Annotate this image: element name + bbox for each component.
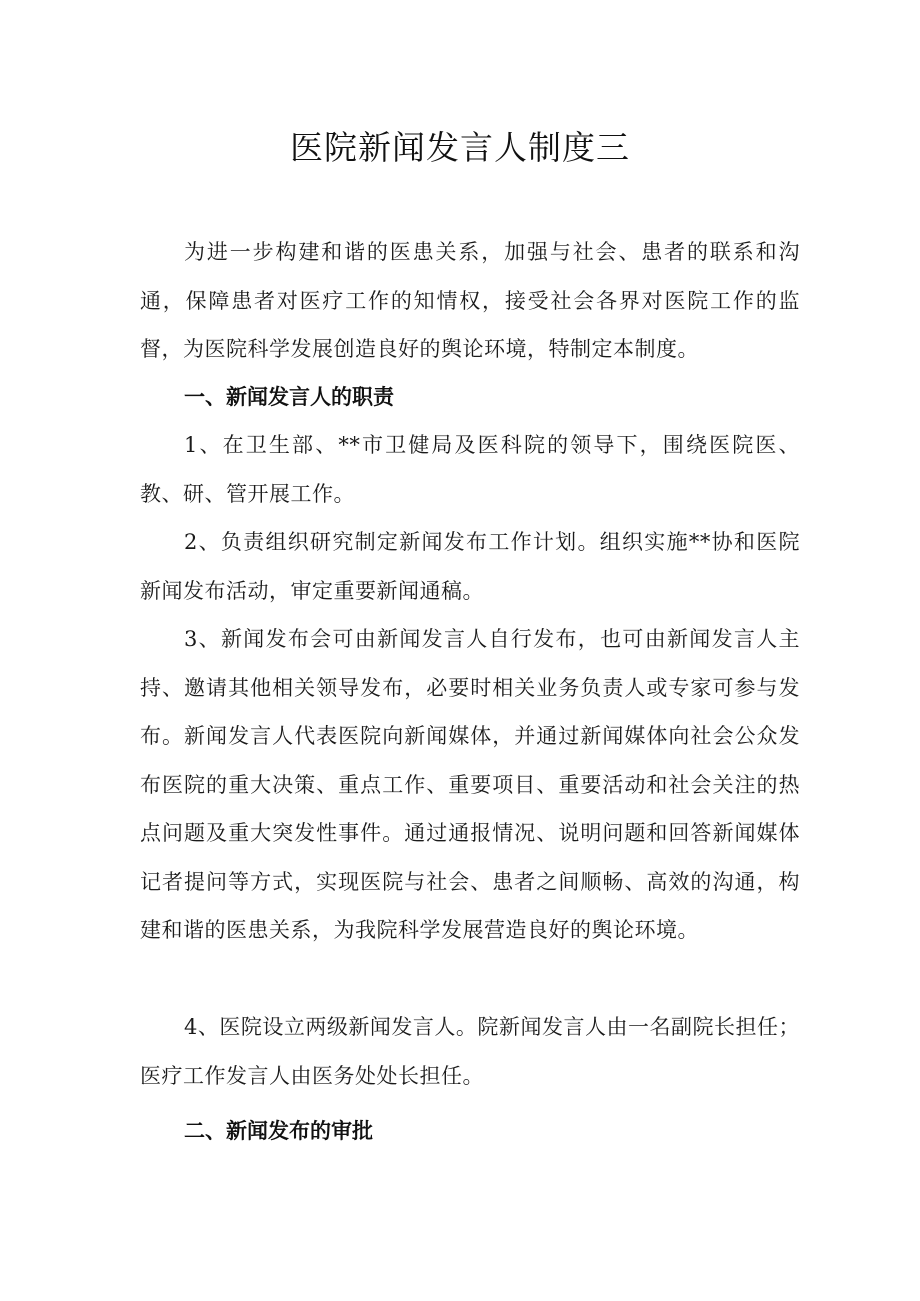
intro-paragraph: 为进一步构建和谐的医患关系，加强与社会、患者的联系和沟通，保障患者对医疗工作的知情权，接受社会各界对医院工作的监督，为医院科学发展创造良好的舆论环境，特制定本制度。 bbox=[140, 240, 800, 361]
section-1-item-2: 2、负责组织研究制定新闻发布工作计划。组织实施**协和医院新闻发布活动，审定重要新闻通稿。 bbox=[140, 530, 800, 603]
document-title: 医院新闻发言人制度三 bbox=[290, 128, 630, 167]
section-1-heading: 一、新闻发言人的职责 bbox=[184, 384, 394, 409]
section-1-item-3: 3、新闻发布会可由新闻发言人自行发布，也可由新闻发言人主持、邀请其他相关领导发布，必要时相关业务负责人或专家可参与发布。新闻发言人代表医院向新闻媒体，并通过新闻媒体向社会公众发布医院的重大决策、重点工作、重要项目、重要活动和社会关注的热点问题及重大突发性事件。通过通报情况、说明问题和回答新闻媒体记者提问等方式，实现医院与社会、患者之间顺畅、高效的沟通，构建和谐的医患关系，为我院科学发展营造良好的舆论环境。 bbox=[140, 627, 800, 942]
section-1-item-1: 1、在卫生部、**市卫健局及医科院的领导下，围绕医院医、教、研、管开展工作。 bbox=[140, 433, 800, 506]
section-2-heading: 二、新闻发布的审批 bbox=[184, 1118, 373, 1143]
section-1-item-4: 4、医院设立两级新闻发言人。院新闻发言人由一名副院长担任；医疗工作发言人由医务处处长担任。 bbox=[140, 1015, 800, 1088]
